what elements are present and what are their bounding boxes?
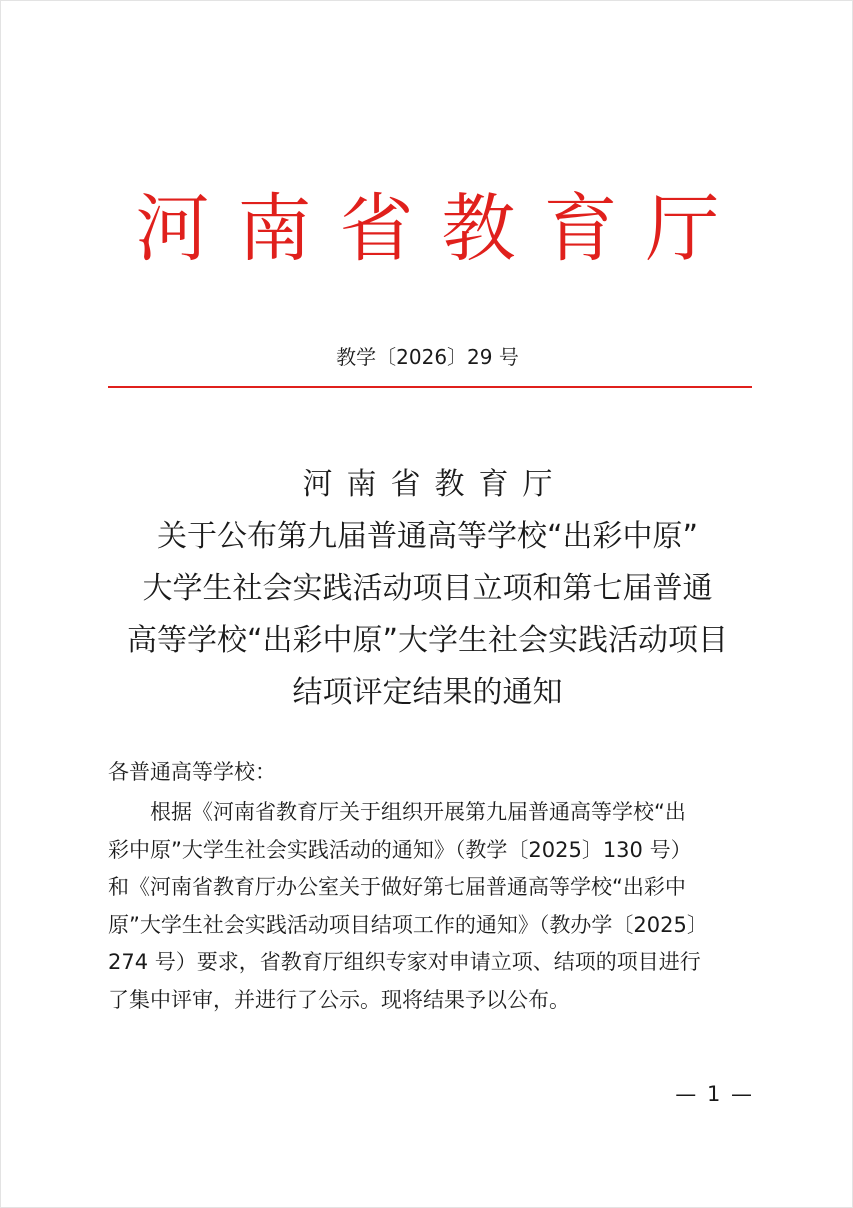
body-line-2: 彩中原”大学生社会实践活动的通知》（教学〔2025〕130 号）: [108, 837, 692, 862]
document-number: 教学〔2026〕29 号: [336, 345, 519, 369]
title-line-3: 高等学校“出彩中原”大学生社会实践活动项目: [126, 623, 729, 658]
salutation: 各普通高等学校：: [108, 760, 276, 784]
title-line-4: 结项评定结果的通知: [292, 675, 563, 710]
masthead-organization: 河南省教育厅: [135, 186, 748, 272]
body-line-3: 和《河南省教育厅办公室关于做好第七届普通高等学校“出彩中: [108, 875, 686, 900]
page-number: — 1 —: [675, 1082, 754, 1106]
notice-title: [91, 459, 764, 719]
body-line-5: 274 号）要求，省教育厅组织专家对申请立项、结项的项目进行: [108, 950, 701, 975]
title-organization: 河南省教育厅: [302, 467, 567, 502]
body-paragraph: [108, 794, 756, 1020]
body-line-4: 原”大学生社会实践活动项目结项工作的通知》（教办学〔2025〕: [108, 912, 708, 937]
body-line-1: 根据《河南省教育厅关于组织开展第九届普通高等学校“出: [108, 800, 686, 824]
red-divider-rule: [108, 386, 752, 388]
body-line-6: 了集中评审，并进行了公示。现将结果予以公布。: [108, 987, 570, 1012]
title-line-1: 关于公布第九届普通高等学校“出彩中原”: [156, 519, 699, 554]
title-line-2: 大学生社会实践活动项目立项和第七届普通: [142, 571, 713, 606]
